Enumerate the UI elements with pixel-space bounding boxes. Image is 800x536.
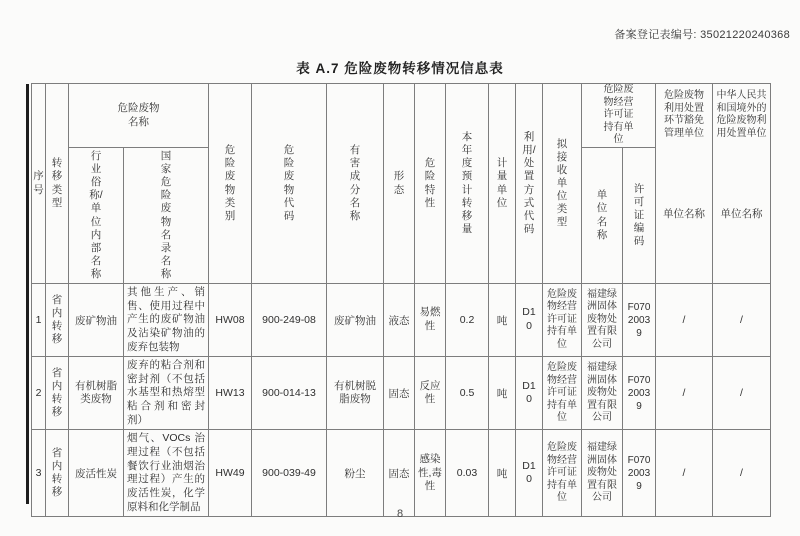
cell-hazard-property: 易燃性 — [415, 284, 446, 357]
cell-unit-of-measure: 吨 — [489, 284, 516, 357]
cell-receiver-type: 危险废物经营许可证持有单位 — [543, 430, 582, 517]
cell-transfer-type: 省内转移 — [46, 284, 69, 357]
cell-overseas-unit-name: / — [713, 430, 771, 517]
cell-industry-name: 有机树脂类废物 — [69, 357, 124, 430]
header-transfer-type: 转移类型 — [46, 84, 69, 284]
cell-disposal-method-code: D10 — [516, 357, 543, 430]
header-form: 形态 — [384, 84, 415, 284]
cell-industry-name: 废矿物油 — [69, 284, 124, 357]
cell-form: 液态 — [384, 284, 415, 357]
header-disposal-method-code: 利用/处置方式代码 — [516, 84, 543, 284]
cell-exempt-unit-name: / — [656, 284, 713, 357]
cell-overseas-unit-name: / — [713, 357, 771, 430]
cell-annual-transfer-amount: 0.2 — [446, 284, 489, 357]
cell-seq: 2 — [32, 357, 46, 430]
cell-annual-transfer-amount: 0.5 — [446, 357, 489, 430]
cell-waste-category: HW08 — [209, 284, 252, 357]
header-row-1 — [32, 84, 771, 148]
cell-license-number: F07020039 — [623, 357, 656, 430]
cell-harmful-component: 废矿物油 — [327, 284, 384, 357]
cell-unit-of-measure: 吨 — [489, 357, 516, 430]
cell-national-list-name: 其他生产、销售、使用过程中产生的废矿物油及沾染矿物油的废弃包装物 — [124, 284, 209, 357]
header-national-list-name: 国家危险废物名录名称 — [124, 148, 209, 284]
cell-hazard-property: 感染性,毒性 — [415, 430, 446, 517]
table-row — [32, 357, 771, 430]
cell-hazard-property: 反应性 — [415, 357, 446, 430]
header-license-number: 许可证编码 — [623, 148, 656, 284]
cell-national-list-name: 烟气、VOCs 治理过程（不包括餐饮行业油烟治理过程）产生的废活性炭，化学原料和化学制品 — [124, 430, 209, 517]
header-waste-name-group: 危险废物名称 — [69, 84, 209, 148]
scan-edge-artifact — [26, 84, 29, 504]
cell-disposal-method-code: D10 — [516, 284, 543, 357]
registration-label: 备案登记表编号: — [614, 29, 697, 41]
cell-exempt-unit-name: / — [656, 430, 713, 517]
header-exempt-unit-name: 单位名称 — [663, 207, 706, 220]
header-receiver-type: 拟接收单位类型 — [543, 84, 582, 284]
header-overseas-unit — [713, 84, 771, 284]
cell-unit-name: 福建绿洲固体废物处置有限公司 — [582, 430, 623, 517]
cell-waste-code: 900-014-13 — [252, 357, 327, 430]
cell-form: 固态 — [384, 430, 415, 517]
header-harmful-component: 有害成分名称 — [327, 84, 384, 284]
header-exempt-unit — [656, 84, 713, 284]
cell-unit-name: 福建绿洲固体废物处置有限公司 — [582, 284, 623, 357]
table-row — [32, 284, 771, 357]
cell-waste-code: 900-039-49 — [252, 430, 327, 517]
header-unit-name: 单位名称 — [582, 148, 623, 284]
cell-waste-category: HW13 — [209, 357, 252, 430]
header-industry-name: 行业俗称/单位内部名称 — [69, 148, 124, 284]
header-waste-category: 危险废物类别 — [209, 84, 252, 284]
cell-industry-name: 废活性炭 — [69, 430, 124, 517]
header-annual-transfer-amount: 本年度预计转移量 — [446, 84, 489, 284]
cell-annual-transfer-amount: 0.03 — [446, 430, 489, 517]
page-number: 8 — [396, 508, 404, 520]
cell-form: 固态 — [384, 357, 415, 430]
registration-number-line — [614, 26, 790, 42]
cell-transfer-type: 省内转移 — [46, 357, 69, 430]
cell-seq: 3 — [32, 430, 46, 517]
table-row — [32, 430, 771, 517]
header-overseas-unit-group: 中华人民共和国境外的危险废物利用处置单位 — [716, 90, 767, 139]
cell-unit-name: 福建绿洲固体废物处置有限公司 — [582, 357, 623, 430]
cell-seq: 1 — [32, 284, 46, 357]
hazardous-waste-transfer-table — [31, 83, 771, 517]
registration-number: 35021220240368 — [700, 29, 790, 41]
cell-unit-of-measure: 吨 — [489, 430, 516, 517]
header-license-holder-group: 危险废物经营许可证持有单位 — [582, 84, 656, 148]
cell-harmful-component: 有机树脱脂废物 — [327, 357, 384, 430]
cell-receiver-type: 危险废物经营许可证持有单位 — [543, 284, 582, 357]
header-seq: 序号 — [32, 84, 46, 284]
cell-harmful-component: 粉尘 — [327, 430, 384, 517]
cell-receiver-type: 危险废物经营许可证持有单位 — [543, 357, 582, 430]
table-title: 表 A.7 危险废物转移情况信息表 — [296, 61, 504, 76]
header-exempt-unit-group: 危险废物利用处置环节豁免管理单位 — [664, 90, 705, 139]
header-waste-code: 危险废物代码 — [252, 84, 327, 284]
cell-transfer-type: 省内转移 — [46, 430, 69, 517]
header-overseas-unit-name: 单位名称 — [720, 207, 763, 220]
data-table — [31, 83, 771, 517]
cell-national-list-name: 废弃的粘合剂和密封剂（不包括水基型和热熔型粘合剂和密封剂） — [124, 357, 209, 430]
cell-license-number: F07020039 — [623, 430, 656, 517]
header-hazard-property: 危险特性 — [415, 84, 446, 284]
cell-disposal-method-code: D10 — [516, 430, 543, 517]
cell-waste-code: 900-249-08 — [252, 284, 327, 357]
cell-overseas-unit-name: / — [713, 284, 771, 357]
cell-exempt-unit-name: / — [656, 357, 713, 430]
cell-waste-category: HW49 — [209, 430, 252, 517]
header-unit-of-measure: 计量单位 — [489, 84, 516, 284]
cell-license-number: F07020039 — [623, 284, 656, 357]
